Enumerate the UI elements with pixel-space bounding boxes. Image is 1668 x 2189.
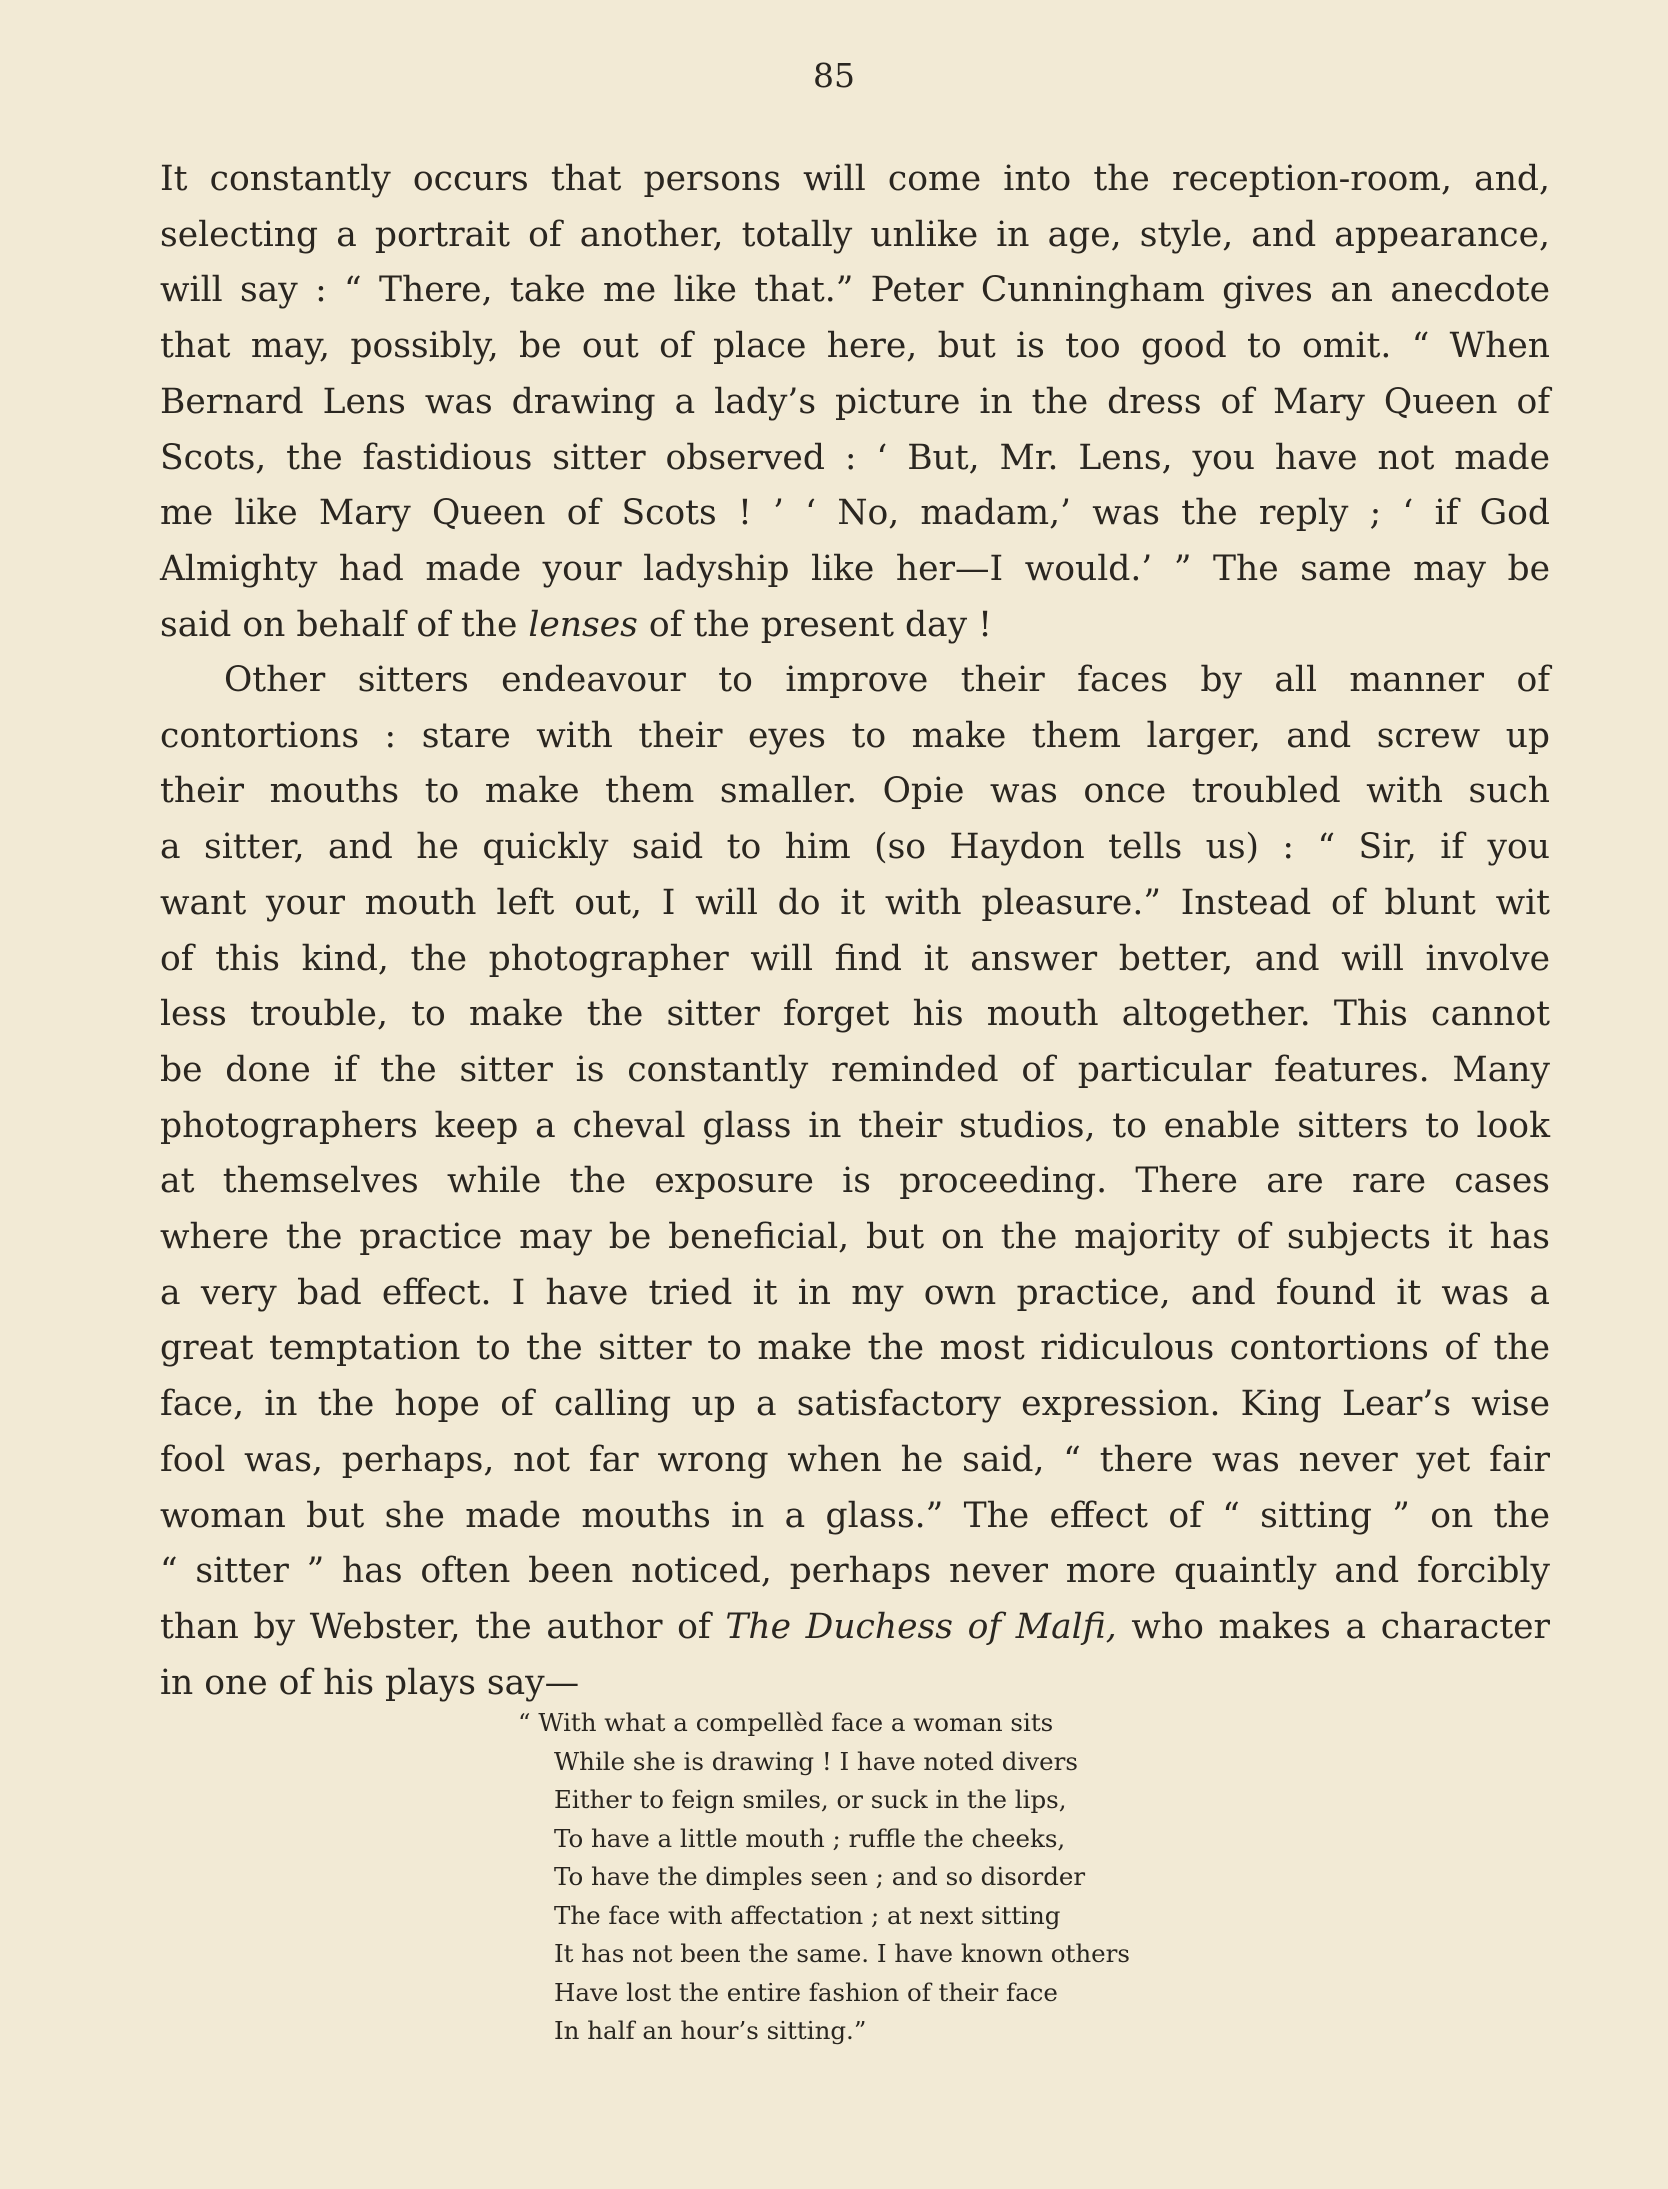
text-line (160, 598, 1550, 654)
text-line: Other sitters endeavour to improve their faces by all manner of (224, 660, 1550, 700)
text-line: a sitter, and he quickly said to him (so Haydon tells us) : “ Sir, if you (160, 827, 1550, 868)
verse-line: “ With what a compellèd face a woman sits (518, 1708, 1054, 1737)
text-line: Almighty had made your ladyship like her—I would.’ ” The same may be (160, 548, 1550, 589)
page-number: 85 (813, 56, 855, 95)
verse-line: In half an hour’s sitting.” (554, 2016, 867, 2045)
verse-line: It has not been the same. I have known others (554, 1939, 1130, 1968)
text-line: Bernard Lens was drawing a lady’s picture in the dress of Mary Queen of (160, 381, 1550, 422)
text-line: It constantly occurs that persons will come into the reception-room, and, (160, 159, 1550, 199)
verse-line: To have the dimples seen ; and so disorder (554, 1862, 1086, 1891)
text-line: face, in the hope of calling up a satisfactory expression. King Lear’s wise (160, 1384, 1550, 1425)
text-line (160, 1600, 1550, 1656)
text-line: “ sitter ” has often been noticed, perhaps never more quaintly and forcibly (160, 1551, 1550, 1592)
verse-line: To have a little mouth ; ruffle the cheeks, (554, 1823, 1066, 1853)
text-fragment: than by Webster, the author of (160, 1606, 726, 1647)
verse-line: The face with affectation ; at next sitting (554, 1900, 1061, 1930)
text-line: woman but she made mouths in a glass.” The effect of “ sitting ” on the (160, 1495, 1550, 1536)
text-line: at themselves while the exposure is proceeding. There are rare cases (160, 1161, 1550, 1202)
verse-quotation (518, 1704, 1130, 2051)
verse-line: Have lost the entire fashion of their face (554, 1977, 1058, 2007)
italic-title-duchess-of-malfi: The Duchess of Malfi, (725, 1606, 1117, 1647)
paragraph-reception-room (160, 152, 1550, 653)
text-line: their mouths to make them smaller. Opie was once troubled with such (160, 771, 1550, 812)
text-line: photographers keep a cheval glass in their studios, to enable sitters to look (160, 1105, 1550, 1146)
text-line: contortions : stare with their eyes to make them larger, and screw up (160, 715, 1550, 756)
text-line: be done if the sitter is constantly reminded of particular features. Many (160, 1049, 1550, 1090)
text-line: will say : “ There, take me like that.” Peter Cunningham gives an anecdote (160, 270, 1550, 311)
text-line: want your mouth left out, I will do it with pleasure.” Instead of blunt wit (160, 882, 1550, 923)
text-line: less trouble, to make the sitter forget his mouth altogether. This cannot (160, 994, 1550, 1035)
verse-line: While she is drawing ! I have noted divers (554, 1746, 1078, 1776)
italic-term-lenses: lenses (528, 604, 638, 645)
text-line: where the practice may be beneficial, but on the majority of subjects it has (160, 1217, 1550, 1258)
text-line: great temptation to the sitter to make the most ridiculous contortions of the (160, 1328, 1550, 1369)
text-fragment: said on behalf of the (160, 604, 529, 645)
text-line: that may, possibly, be out of place here, but is too good to omit. “ When (160, 326, 1550, 367)
verse-line: Either to feign smiles, or suck in the lips, (554, 1785, 1067, 1814)
text-line: of this kind, the photographer will find it answer better, and will involve (160, 938, 1550, 979)
text-fragment: of the present day ! (637, 604, 992, 645)
text-line: selecting a portrait of another, totally unlike in age, style, and appearance, (160, 214, 1550, 255)
text-fragment: who makes a character (1116, 1606, 1550, 1647)
text-line: a very bad effect. I have tried it in my own practice, and found it was a (160, 1272, 1550, 1313)
paragraph-contortions (160, 653, 1550, 1711)
text-line: fool was, perhaps, not far wrong when he said, “ there was never yet fair (160, 1439, 1550, 1480)
text-line: in one of his plays say— (160, 1662, 580, 1703)
text-line: me like Mary Queen of Scots ! ’ ‘ No, madam,’ was the reply ; ‘ if God (160, 493, 1550, 534)
text-line: Scots, the fastidious sitter observed : ‘ But, Mr. Lens, you have not made (160, 437, 1550, 478)
